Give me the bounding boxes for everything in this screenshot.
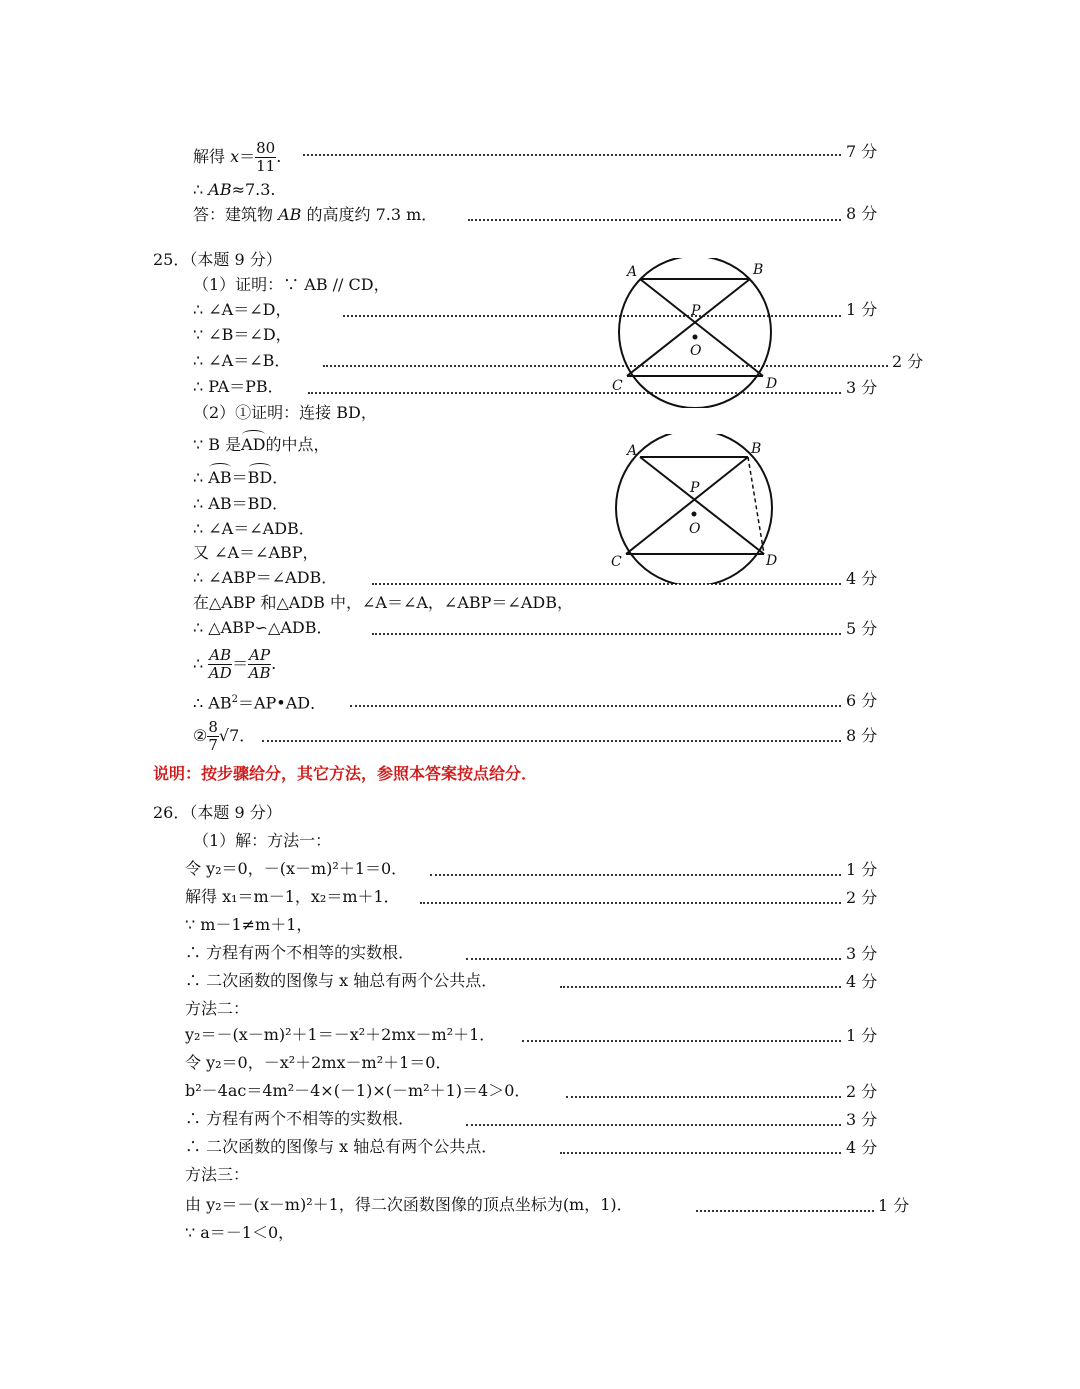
fraction-8-7: $\frac{8}{7}$ [208,718,218,754]
dashed-bd [748,457,764,554]
score-label: 2 分 [846,888,878,907]
s26-line: 方法三： [185,1165,250,1184]
arc-bd: BD [247,468,273,487]
dot-leader [466,958,841,960]
s26-line: 由 y₂＝－(x－m)²＋1，得二次函数图像的顶点坐标为(m，1)． [185,1195,633,1214]
score-label: 8 分 [846,726,878,745]
s26-line: b²－4ac＝4m²－4×(－1)×(－m²＋1)＝4＞0． [185,1081,531,1100]
dot-leader [468,219,841,221]
arc-ad: AD [241,435,266,454]
label-c: C [612,378,623,394]
label-a: A [627,264,638,280]
fraction-80-11: $\frac{80}{11}$ [256,139,276,175]
s25-line: ∴ PA＝PB． [193,377,284,396]
s25-heading: 25．（本题 9 分） [153,250,282,269]
s25-line: ∴ ∠ABP＝∠ADB． [193,568,338,587]
score-label: 1 分 [878,1196,910,1215]
s25-line: 在△ABP 和△ADB 中，∠A＝∠A，∠ABP＝∠ADB， [193,593,573,612]
s25-line: ∴ ∠A＝∠B． [193,351,291,370]
dot-leader [430,874,841,876]
label-d: D [766,376,778,392]
score-label: 8 分 [846,204,878,223]
dot-leader [262,740,841,742]
grading-note: 说明：按步骤给分，其它方法，参照本答案按点给分． [153,764,538,783]
label-a: A [627,443,638,459]
label-b: B [753,262,764,278]
chord-ad [640,457,764,554]
s26-line: 令 y₂＝0，－(x－m)²＋1＝0． [185,859,408,878]
s26-line: ∴ 方程有两个不相等的实数根． [185,943,415,962]
chord-bc [627,279,750,376]
label-p: P [691,303,701,319]
score-label: 3 分 [846,1110,878,1129]
s25-line: ② $\frac{8}{7}$ √7． [193,718,256,754]
s25-line: ∴ $AB^2=AP•AD$． [193,693,327,713]
s26-line: 方法二： [185,999,250,1018]
score-label: 3 分 [846,378,878,397]
s26-line: ∵ a＝－1＜0， [185,1223,295,1242]
dot-leader [696,1210,874,1212]
s24-line-solve: 解得 x＝ $\frac{80}{11}$ . [193,139,282,175]
chord-bc [626,457,748,554]
s25-line: ∵ B 是AD的中点， [193,435,330,454]
s26-line: 解得 x₁＝m－1，x₂＝m＋1． [185,887,400,906]
score-label: 1 分 [846,300,878,319]
dot-leader [522,1040,841,1042]
dot-leader [372,633,841,635]
circle-figure-2 [605,434,805,584]
s25-line: ∵ ∠B＝∠D， [193,325,292,344]
label-b: B [751,441,762,457]
s24-line-answer: 答：建筑物 AB 的高度约 7.3 m． [193,205,438,224]
score-label: 4 分 [846,972,878,991]
s26-line: ∵ m－1≠m＋1， [185,915,313,934]
fraction-ap-ab: $\frac{AP}{AB}$ [248,646,271,682]
chord-ad [640,279,763,376]
label-o: O [690,343,702,359]
score-label: 2 分 [846,1082,878,1101]
dot-leader [466,1124,841,1126]
dot-leader [303,154,841,156]
score-label: 3 分 [846,944,878,963]
s26-heading: 26．（本题 9 分） [153,803,282,822]
s25-line: （2）①证明：连接 BD， [193,403,377,422]
s25-line: ∴ AB＝BD． [193,494,289,513]
score-label: 4 分 [846,569,878,588]
s26-line: ∴ 二次函数的图像与 x 轴总有两个公共点． [185,971,498,990]
arc-ab: AB [208,468,232,487]
s25-line: ∴ △ABP∽△ADB． [193,618,333,637]
s26-line: 令 y₂＝0，－x²＋2mx－m²＋1＝0． [185,1053,452,1072]
score-label: 7 分 [846,142,878,161]
dot-leader [560,986,841,988]
label-c: C [611,554,622,570]
score-label: 6 分 [846,691,878,710]
s24-line-ab: ∴ AB≈7.3. [193,180,276,199]
label-o: O [689,521,701,537]
s26-line: （1）解：方法一： [193,831,332,850]
s25-line: ∴ AB＝BD． [193,468,289,487]
score-label: 2 分 [892,352,924,371]
score-label: 4 分 [846,1138,878,1157]
label-p: P [690,480,700,496]
s25-line: ∴ ∠A＝∠D， [193,300,292,319]
s25-line: ∴ ∠A＝∠ADB． [193,519,315,538]
dot-leader [420,902,841,904]
s25-line: 又 ∠A＝∠ABP， [193,543,319,562]
s26-line: ∴ 二次函数的图像与 x 轴总有两个公共点． [185,1137,498,1156]
center-dot [693,335,698,340]
s25-line: （1）证明：∵ AB // CD， [193,275,390,294]
s26-line: ∴ 方程有两个不相等的实数根． [185,1109,415,1128]
label-d: D [766,553,778,569]
dot-leader [566,1096,841,1098]
s26-line: y₂＝－(x－m)²＋1＝－x²＋2mx－m²＋1． [185,1025,496,1044]
score-label: 5 分 [846,619,878,638]
circle-figure-1 [605,258,805,408]
score-label: 1 分 [846,1026,878,1045]
score-label: 1 分 [846,860,878,879]
s25-line-ratio: ∴ $\frac{AB}{AD}$ ＝ $\frac{AP}{AB}$ . [193,646,277,682]
fraction-ab-ad: $\frac{AB}{AD}$ [208,646,232,682]
dot-leader [350,705,841,707]
center-dot [692,512,697,517]
dot-leader [560,1152,841,1154]
